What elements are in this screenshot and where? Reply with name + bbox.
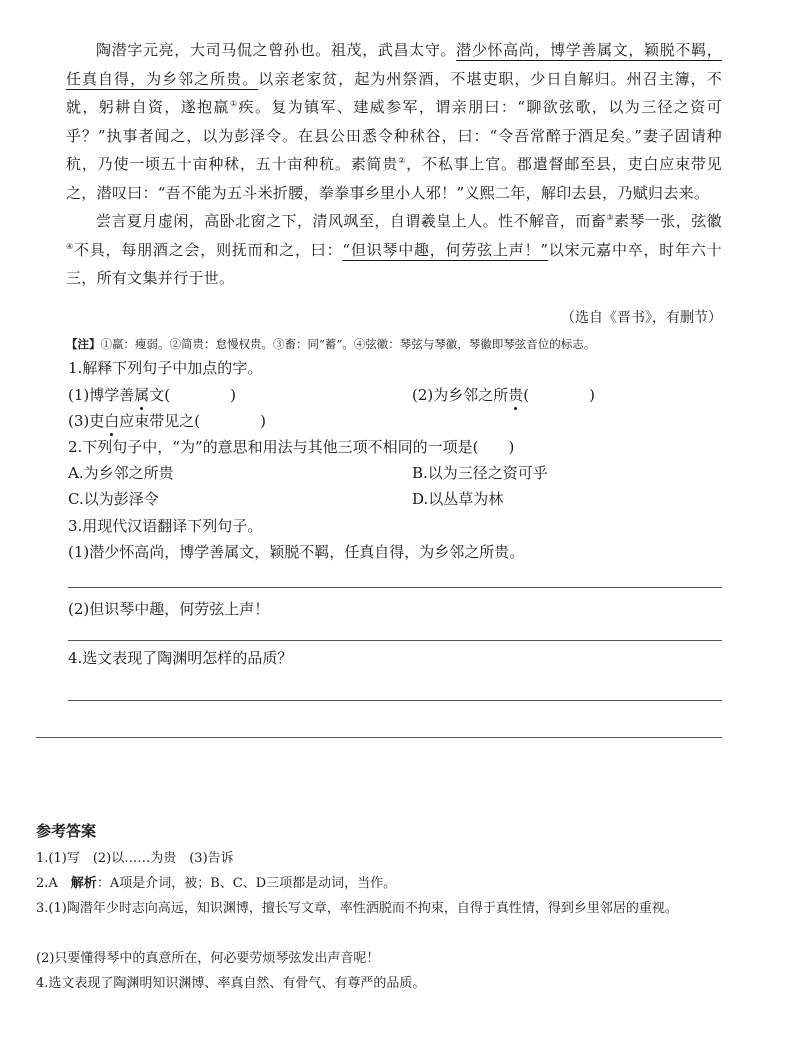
section-divider: [36, 737, 722, 738]
option-d[interactable]: D.以丛草为林: [412, 490, 504, 508]
question-1-item-2: [412, 384, 595, 405]
passage-text: 疾。复为镇军、建威参军，谓亲朋曰：“聊欲弦歌，以为三径之资可乎？”执事者闻之，以为彭泽令。在县公田悉令种秫谷，曰：“令吾常醉于酒足矣。”妻子固请种秔，乃使一顷五十亩种秫，五十亩种秔。素简贵: [66, 98, 722, 173]
answer-2: [36, 871, 726, 896]
question-1-item-3: [68, 410, 266, 431]
passage-paragraph-1: [66, 36, 722, 207]
dotted-character: 贵: [508, 386, 524, 404]
question-1-item-1: [68, 384, 236, 405]
answer-line[interactable]: [68, 700, 722, 701]
footnote-marker-1: ①: [229, 99, 239, 108]
item-text: (2)为乡邻之所: [412, 386, 509, 404]
answer-1: 1.(1)写 (2)以……为贵 (3)告诉: [36, 851, 234, 866]
note-label: 【注】: [66, 337, 101, 351]
note-text: ①羸：瘦弱。②简贵：怠慢权贵。③畜：同“蓄”。④弦徽：琴弦与琴徽，琴徽即琴弦音位的标志。: [100, 337, 596, 351]
passage-text: 以宋元嘉中卒，时年六十三，所有文集并行于世。: [66, 240, 722, 287]
question-3: 3.用现代汉语翻译下列句子。: [68, 517, 263, 535]
answer-blank[interactable]: 文( ): [149, 386, 236, 404]
answer-line[interactable]: [68, 640, 722, 641]
answer-line[interactable]: [68, 587, 722, 588]
underlined-sentence-1: 潜少怀高尚，博学善属文，颖脱不羁，任真自得，为乡邻之所贵。: [66, 41, 722, 88]
passage-text: 以亲老家贫，起为州祭酒，不堪吏职，少日自解归。州召主簿，不就，躬耕自资，遂抱羸: [66, 69, 723, 116]
source-citation: （选自《晋书》，有删节）: [561, 310, 722, 326]
option-b[interactable]: B.以为三径之资可乎: [412, 464, 548, 482]
passage-text: ，不私事上官。郡遣督邮至县，吏白应束带见之，潜叹曰：“吾不能为五斗米折腰，拳拳事乡里小人邪！”义熙二年，解印去县，乃赋归去来。: [66, 155, 722, 202]
passage-text: 不具，每朋酒之会，则抚而和之，曰：: [73, 240, 343, 259]
dotted-character: 属: [134, 386, 150, 404]
answer-3-1: 3.(1)陶潜年少时志向高远，知识渊博，擅长写文章，率性洒脱而不拘束，自得于真性情，得到乡里邻居的重视。: [36, 901, 678, 916]
question-2: 2.下列句子中，“为”的意思和用法与其他三项不相同的一项是( ): [68, 438, 515, 456]
answer-blank[interactable]: 应束带见之( ): [119, 412, 266, 430]
annotation-note: [66, 336, 736, 352]
question-1: 1.解释下列句子中加点的字。: [68, 359, 263, 377]
question-3-item-2: (2)但识琴中趣，何劳弦上声！: [68, 600, 270, 618]
answer-blank[interactable]: ( ): [523, 386, 595, 404]
footnote-marker-2: ②: [398, 156, 407, 165]
answer-3-2: (2)只要懂得琴中的真意所在，何必要劳烦琴弦发出声音呢！: [36, 951, 380, 966]
footnote-marker-3: ③: [606, 213, 614, 222]
dotted-character: 白: [104, 412, 120, 430]
passage-paragraph-2: [66, 207, 722, 293]
answer-text: 2.A: [36, 876, 71, 891]
question-3-item-1: (1)潜少怀高尚，博学善属文，颖脱不羁，任真自得，为乡邻之所贵。: [68, 543, 525, 561]
option-c[interactable]: C.以为彭泽令: [68, 490, 159, 508]
underlined-sentence-2: “但识琴中趣，何劳弦上声！”: [342, 240, 549, 259]
item-text: (3)吏: [68, 412, 105, 430]
answer-key-title: 参考答案: [36, 822, 97, 840]
passage-text: 尝言夏月虚闲，高卧北窗之下，清风飒至，自谓羲皇上人。性不解音，而畜: [96, 212, 607, 230]
option-a[interactable]: A.为乡邻之所贵: [68, 464, 174, 482]
answer-text: ：A项是介词，被；B、C、D三项都是动词，当作。: [96, 876, 397, 891]
question-4: 4.选文表现了陶渊明怎样的品质？: [68, 649, 293, 667]
footnote-marker-4: ④: [66, 241, 74, 251]
item-text: (1)博学善: [68, 386, 135, 404]
analysis-label: 解析: [70, 876, 97, 891]
classical-passage: [66, 36, 722, 293]
passage-text: 陶潜字元亮，大司马侃之曾孙也。祖茂，武昌太守。: [96, 41, 457, 59]
passage-text: 素琴一张，弦徽: [613, 212, 722, 230]
answer-4: 4.选文表现了陶渊明知识渊博、率真自然、有骨气、有尊严的品质。: [36, 976, 426, 991]
